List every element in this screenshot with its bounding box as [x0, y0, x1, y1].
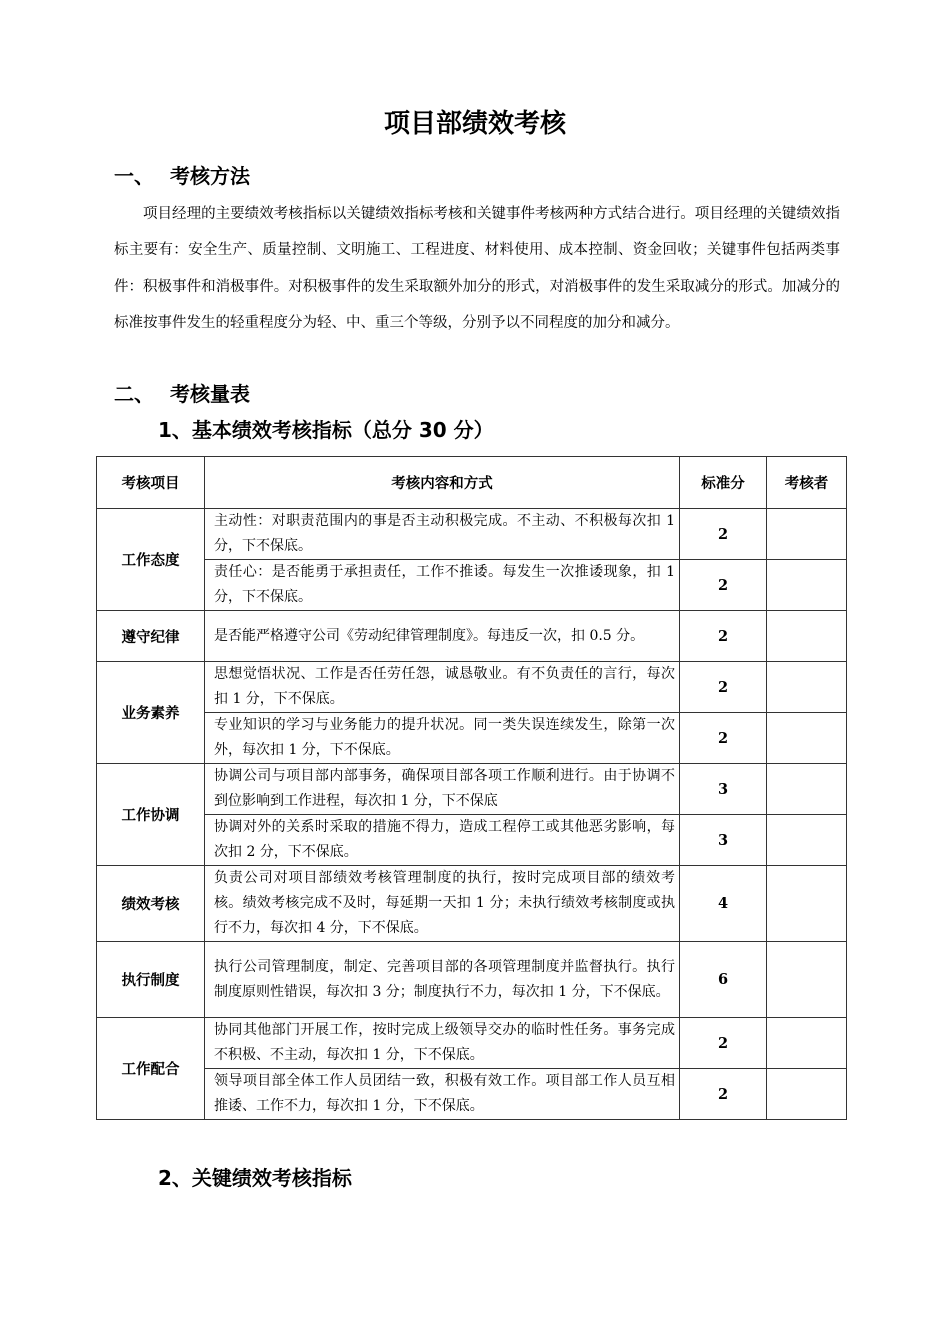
table-row — [97, 764, 847, 815]
score-cell: 2 — [680, 662, 767, 713]
content-cell: 协同其他部门开展工作，按时完成上级领导交办的临时性任务。事务完成不积极、不主动，每次扣 1 分，下不保底。 — [205, 1018, 680, 1069]
section-number: 二、 — [114, 382, 154, 406]
header-item: 考核项目 — [97, 457, 205, 509]
header-assessor: 考核者 — [767, 457, 847, 509]
assessor-cell — [767, 611, 847, 662]
assessor-cell — [767, 1018, 847, 1069]
score-cell: 2 — [680, 509, 767, 560]
page-title: 项目部绩效考核 — [383, 109, 566, 139]
section-heading-method — [114, 160, 250, 192]
category-cell: 工作态度 — [97, 509, 205, 611]
content-cell: 专业知识的学习与业务能力的提升状况。同一类失误连续发生，除第一次外，每次扣 1 分，下不保底。 — [205, 713, 680, 764]
table-row — [97, 942, 847, 1018]
content-cell: 思想觉悟状况、工作是否任劳任怨，诚恳敬业。有不负责任的言行，每次扣 1 分，下不保底。 — [205, 662, 680, 713]
score-cell: 2 — [680, 713, 767, 764]
score-cell: 3 — [680, 815, 767, 866]
score-cell: 2 — [680, 560, 767, 611]
table-row — [97, 713, 847, 764]
table-header-row — [97, 457, 847, 509]
score-cell: 4 — [680, 866, 767, 942]
assessment-table — [96, 456, 847, 1120]
table-row — [97, 509, 847, 560]
category-cell: 执行制度 — [97, 942, 205, 1018]
content-cell: 执行公司管理制度，制定、完善项目部的各项管理制度并监督执行。执行制度原则性错误，每次扣 3 分；制度执行不力，每次扣 1 分，下不保底。 — [205, 942, 680, 1018]
content-cell: 负责公司对项目部绩效考核管理制度的执行，按时完成项目部的绩效考核。绩效考核完成不及时，每延期一天扣 1 分；未执行绩效考核制度或执行不力，每次扣 4 分，下不保底。 — [205, 866, 680, 942]
assessor-cell — [767, 866, 847, 942]
assessor-cell — [767, 1069, 847, 1120]
content-cell: 领导项目部全体工作人员团结一致，积极有效工作。项目部工作人员互相推诿、工作不力，每次扣 1 分，下不保底。 — [205, 1069, 680, 1120]
score-cell: 2 — [680, 1069, 767, 1120]
content-cell: 协调公司与项目部内部事务，确保项目部各项工作顺利进行。由于协调不到位影响到工作进程，每次扣 1 分，下不保底 — [205, 764, 680, 815]
score-cell: 2 — [680, 611, 767, 662]
method-paragraph: 项目经理的主要绩效考核指标以关键绩效指标考核和关键事件考核两种方式结合进行。项目经理的关键绩效指标主要有：安全生产、质量控制、文明施工、工程进度、材料使用、成本控制、资金回收；关键事件包括两类事件：积极事件和消极事件。对积极事件的发生采取额外加分的形式，对消极事件的发生采取减分的形式。加减分的标准按事件发生的轻重程度分为轻、中、重三个等级，分别予以不同程度的加分和减分。 — [114, 206, 840, 332]
content-cell: 责任心：是否能勇于承担责任，工作不推诿。每发生一次推诿现象，扣 1 分，下不保底。 — [205, 560, 680, 611]
subsection-basic-indicators: 1、基本绩效考核指标（总分 30 分） — [158, 418, 494, 442]
score-cell: 2 — [680, 1018, 767, 1069]
assessor-cell — [767, 509, 847, 560]
assessor-cell — [767, 662, 847, 713]
header-score: 标准分 — [680, 457, 767, 509]
section-heading-scale — [114, 378, 250, 410]
category-cell: 遵守纪律 — [97, 611, 205, 662]
assessor-cell — [767, 560, 847, 611]
table-row — [97, 611, 847, 662]
table-row — [97, 560, 847, 611]
section-title: 考核量表 — [170, 382, 250, 406]
section-title: 考核方法 — [170, 164, 250, 188]
subsection-key-indicators: 2、关键绩效考核指标 — [158, 1166, 352, 1190]
table-row — [97, 815, 847, 866]
assessor-cell — [767, 764, 847, 815]
assessor-cell — [767, 815, 847, 866]
category-cell: 绩效考核 — [97, 866, 205, 942]
category-cell: 工作协调 — [97, 764, 205, 866]
table-row — [97, 662, 847, 713]
category-cell: 工作配合 — [97, 1018, 205, 1120]
header-content: 考核内容和方式 — [205, 457, 680, 509]
table-row — [97, 1069, 847, 1120]
assessor-cell — [767, 713, 847, 764]
section-number: 一、 — [114, 164, 154, 188]
score-cell: 6 — [680, 942, 767, 1018]
category-cell: 业务素养 — [97, 662, 205, 764]
score-cell: 3 — [680, 764, 767, 815]
assessor-cell — [767, 942, 847, 1018]
table-row — [97, 1018, 847, 1069]
content-cell: 主动性：对职责范围内的事是否主动积极完成。不主动、不积极每次扣 1 分，下不保底。 — [205, 509, 680, 560]
table-row — [97, 866, 847, 942]
content-cell: 是否能严格遵守公司《劳动纪律管理制度》。每违反一次，扣 0.5 分。 — [205, 611, 680, 662]
content-cell: 协调对外的关系时采取的措施不得力，造成工程停工或其他恶劣影响，每次扣 2 分，下不保底。 — [205, 815, 680, 866]
